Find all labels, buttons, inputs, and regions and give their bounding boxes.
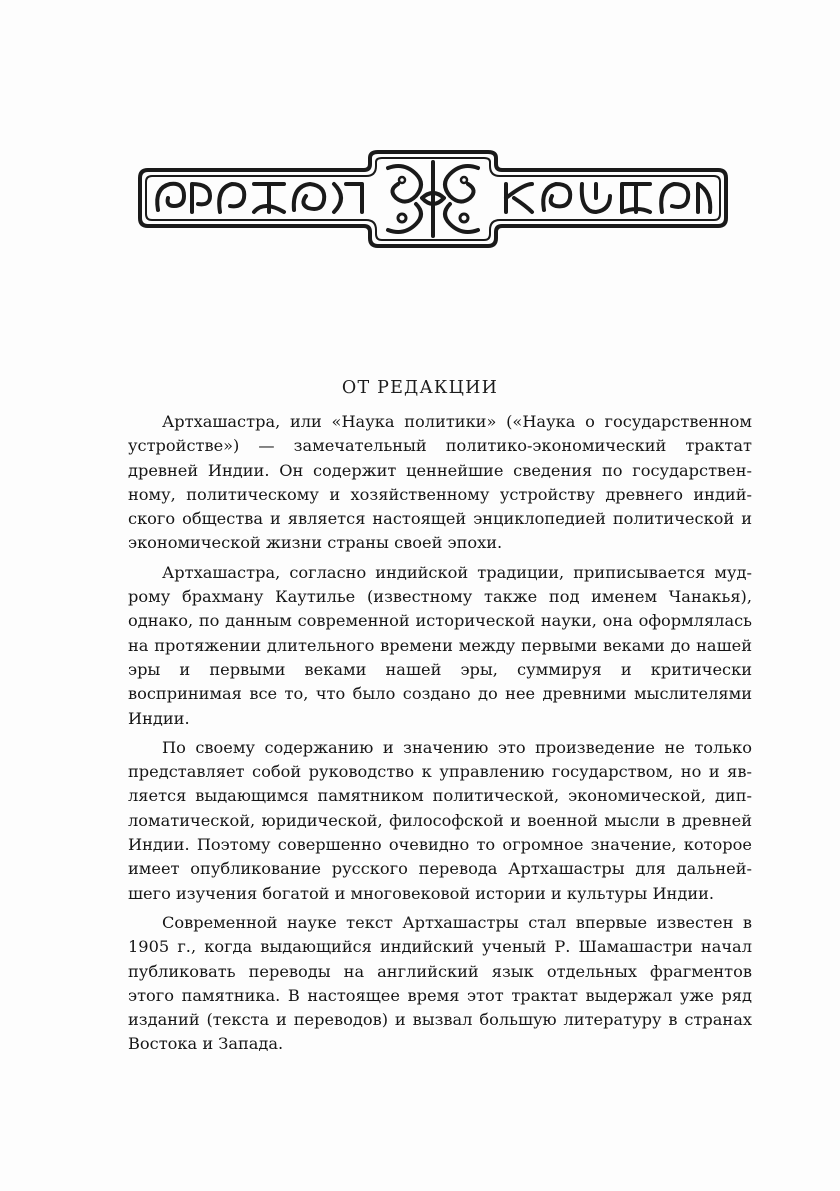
paragraph: Артхашастра, или «Наука политики» («Наука о государственном устройстве») — замечательный политико-экономический трактат древней Индии. Он содержит ценнейшие сведения по государственному, политическому и хозяйственному устройству древнего индийского общества и является настоящей энциклопедией политической и экономической жизни страны своей эпохи. [128, 412, 752, 553]
decorative-headpiece-ornament [134, 148, 732, 252]
paragraph: Артхашастра, согласно индийской традиции, приписывается мудрому брахману Каутилье (известному также под именем Чанакья), однако, по данным современной исторической науки, она оформлялась на протяжении длительного времени между первыми веками до нашей эры и первыми веками нашей эры, суммируя и критически воспринимая все то, что было создано до нее древними мыслителями Индии. [128, 562, 752, 728]
paragraph: Современной науке текст Артхашастры стал впервые известен в 1905 г., когда выдающийся индийский ученый Р. Шамашастри начал публиковать переводы на английский язык отдельных фрагментов этого памятника. В настоящее время этот трактат выдержал уже ряд изданий (текста и переводов) и вызвал большую литературу в странах Востока и Запада. [128, 912, 752, 1054]
paragraph: По своему содержанию и значению это произведение не только представляет собой руководство к управлению государством, но и является выдающимся памятником политической, экономической, дипломатической, юридической, философской и военной мысли в древней Индии. Поэтому совершенно очевидно то огромное значение, которое имеет опубликование русского перевода Артхашастры для дальнейшего изучения богатой и многовековой истории и культуры Индии. [128, 737, 752, 903]
body-text [128, 410, 752, 1062]
section-heading: ОТ РЕДАКЦИИ [341, 378, 499, 398]
